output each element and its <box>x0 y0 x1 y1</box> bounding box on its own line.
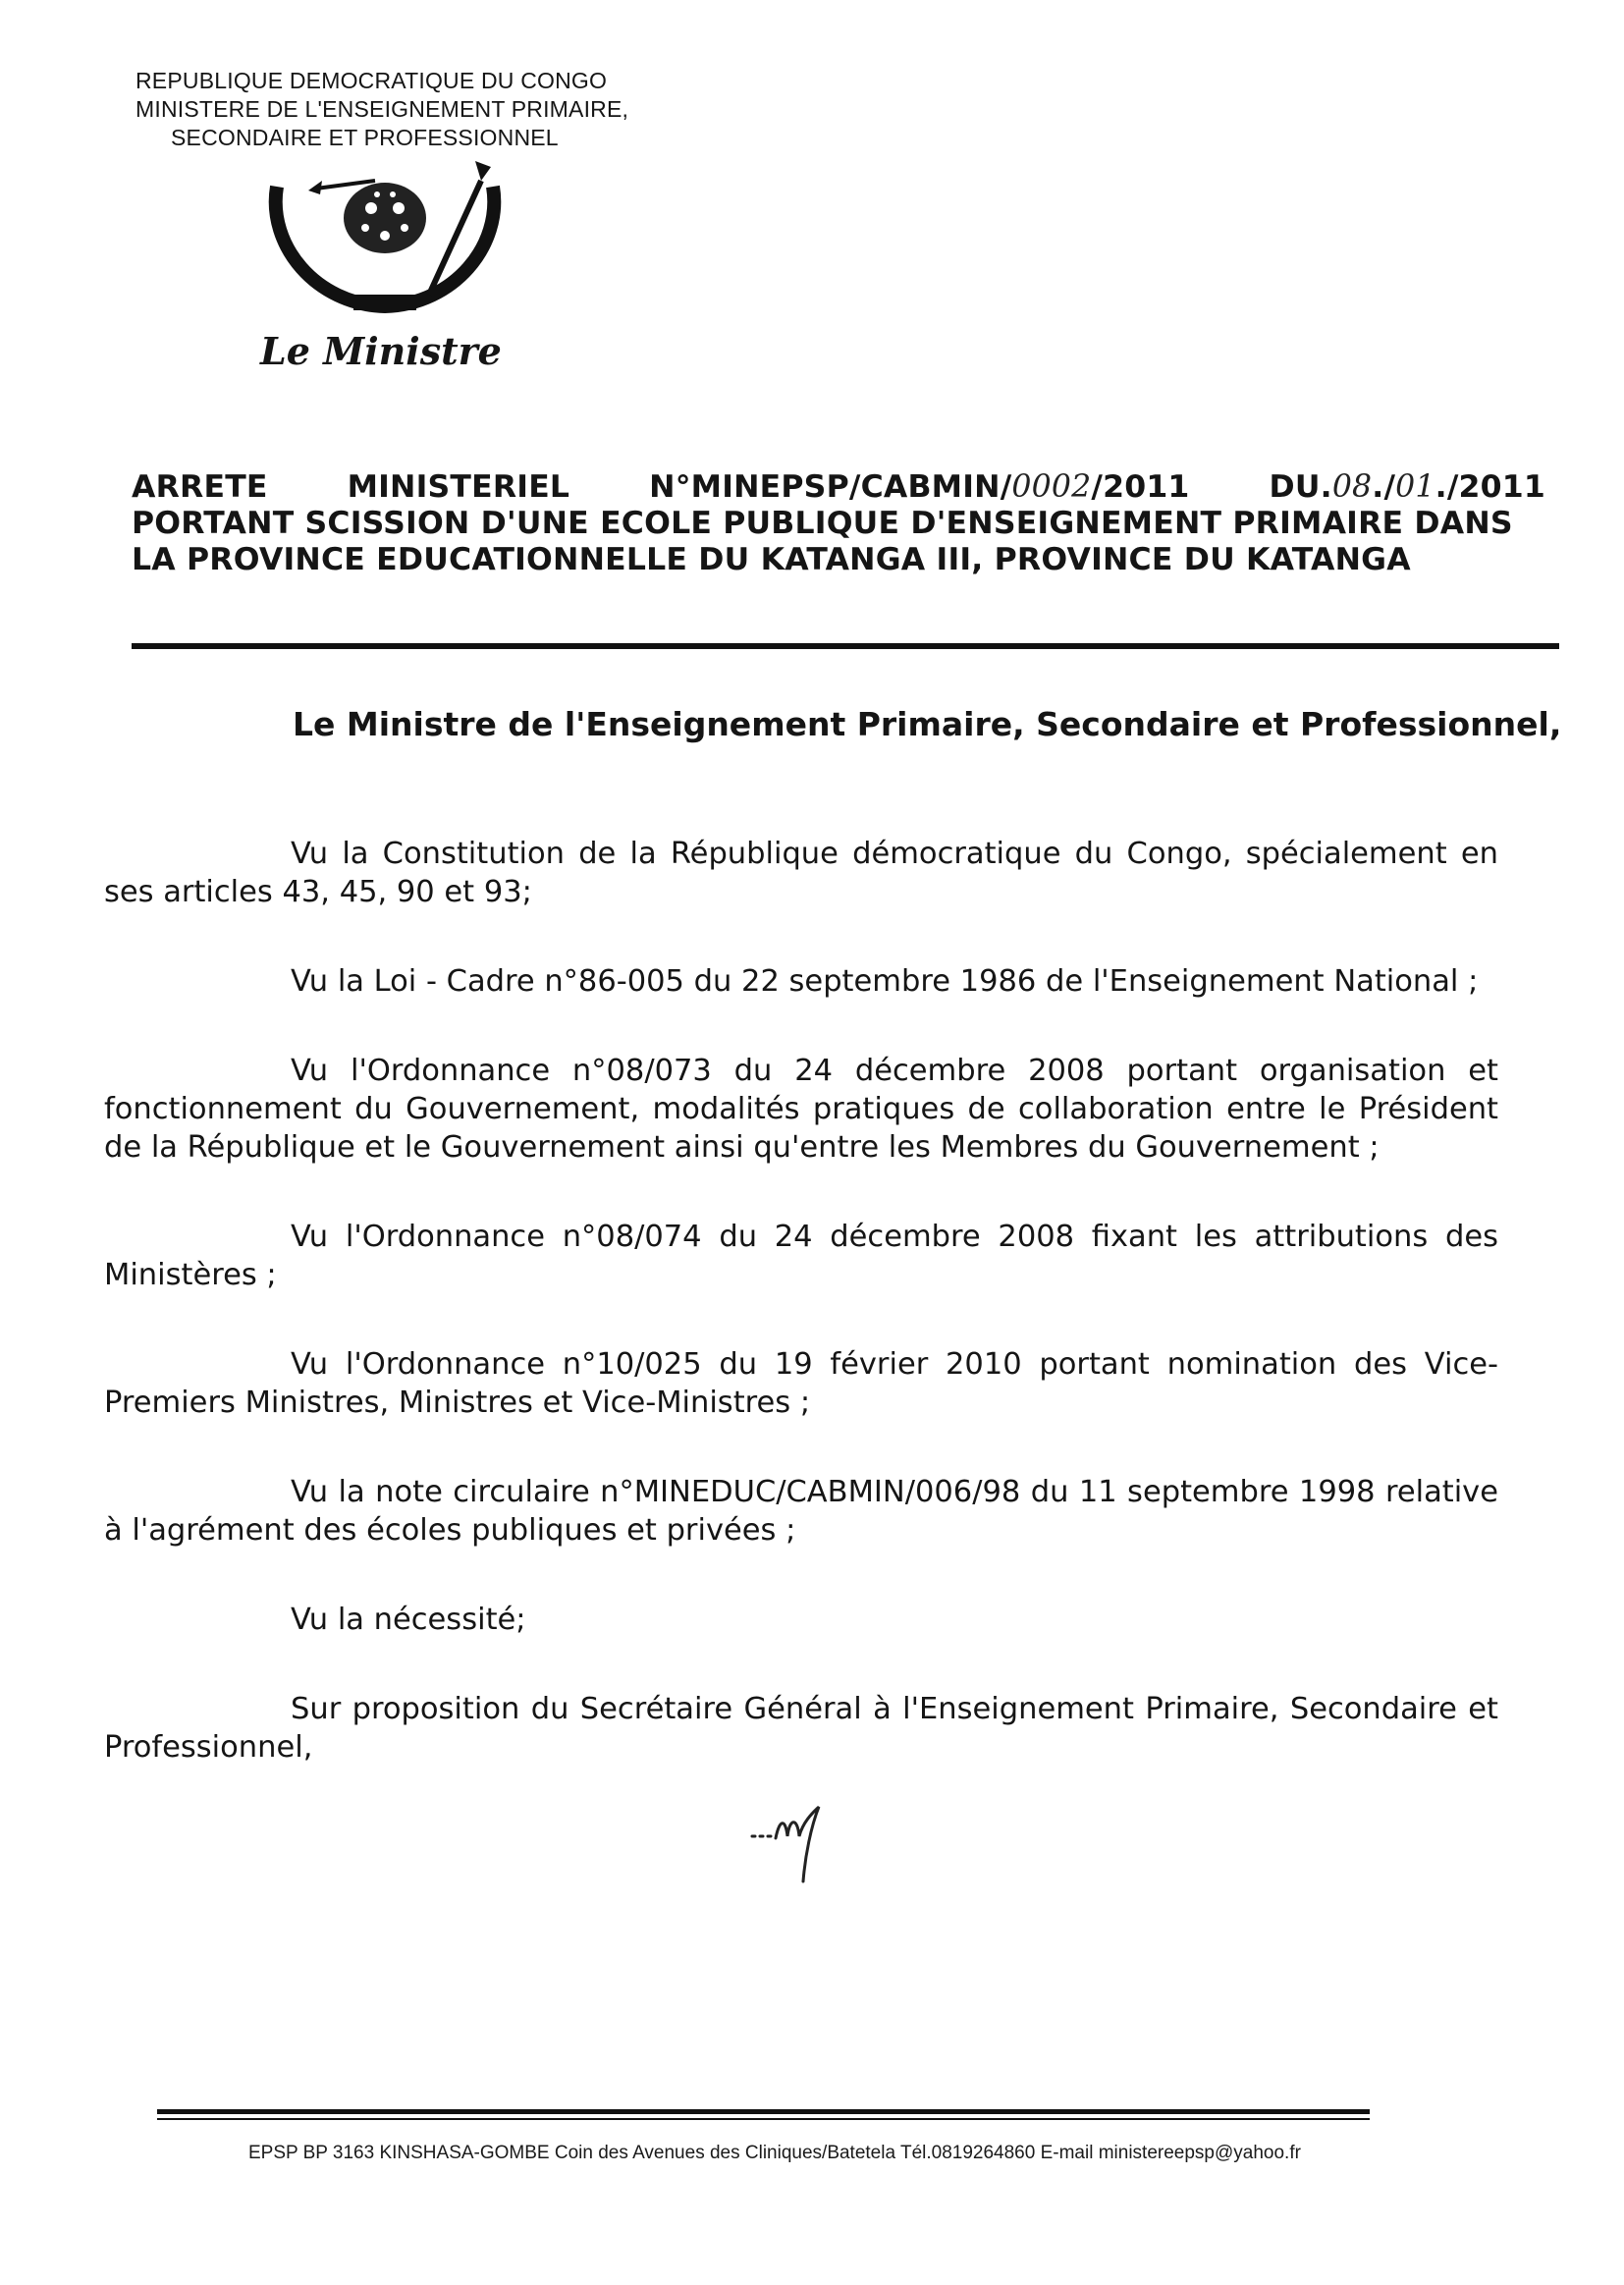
preamble-paragraph <box>104 962 1498 1001</box>
footer-rule-thin <box>157 2118 1370 2120</box>
decree-subject-line-1: PORTANT SCISSION D'UNE ECOLE PUBLIQUE D'ENSEIGNEMENT PRIMAIRE DANS <box>132 506 1513 541</box>
preamble-paragraph <box>104 1218 1498 1294</box>
decree-ref-prefix: N°MINEPSP/CABMIN/ <box>649 469 1012 505</box>
preamble-text: Sur proposition du Secrétaire Général à l'Enseignement Primaire, Secondaire et Professionnel, <box>104 1692 1498 1765</box>
decree-ref-year: /2011 <box>1091 469 1190 505</box>
preamble-text: Vu la note circulaire n°MINEDUC/CABMIN/006/98 du 11 septembre 1998 relative à l'agrément des écoles publiques et privées ; <box>104 1475 1498 1548</box>
letterhead-country: REPUBLIQUE DEMOCRATIQUE DU CONGO <box>135 68 608 93</box>
preamble-text: Vu la nécessité; <box>291 1603 526 1637</box>
footer-rule <box>157 2109 1370 2114</box>
preamble <box>104 835 1498 1818</box>
decree-subject-line-2: LA PROVINCE EDUCATIONNELLE DU KATANGA III, PROVINCE DU KATANGA <box>132 542 1411 577</box>
decree-date-prefix: DU. <box>1269 469 1332 505</box>
preamble-paragraph <box>104 1601 1498 1639</box>
letterhead-ministry-cont: SECONDAIRE ET PROFESSIONNEL <box>171 125 559 150</box>
handwritten-initials-icon <box>746 1797 825 1885</box>
preamble-text: Vu l'Ordonnance n°08/073 du 24 décembre 2008 portant organisation et fonctionnement du Gouvernement, modalités pratiques de collaboration entre le Président de la République et le Gouvernement ainsi qu'entre les Membres du Gouvernement ; <box>104 1054 1498 1165</box>
decree-title <box>132 469 1545 578</box>
title-word-arrete: ARRETE <box>132 469 268 505</box>
preamble-paragraph <box>104 1345 1498 1422</box>
letterhead-ministry: MINISTERE DE L'ENSEIGNEMENT PRIMAIRE, <box>135 96 629 122</box>
preamble-text: Vu la Loi - Cadre n°86-005 du 22 septembre 1986 de l'Enseignement National ; <box>291 964 1479 999</box>
decree-date-year: ./2011 <box>1435 469 1545 505</box>
decree-ref-line <box>132 469 1545 506</box>
preamble-text: Vu la Constitution de la République démocratique du Congo, spécialement en ses articles 43, 45, 90 et 93; <box>104 837 1498 909</box>
decree-number <box>649 469 1189 506</box>
issuing-authority: Le Ministre de l'Enseignement Primaire, Secondaire et Professionnel, <box>293 705 1562 743</box>
preamble-paragraph <box>104 835 1498 911</box>
preamble-paragraph <box>104 1473 1498 1550</box>
preamble-text: Vu l'Ordonnance n°08/074 du 24 décembre 2008 fixant les attributions des Ministères ; <box>104 1220 1498 1292</box>
decree-date <box>1270 469 1545 506</box>
letterhead <box>135 67 628 152</box>
handwritten-number: 0002 <box>1011 469 1092 505</box>
handwritten-day: 08 <box>1331 469 1373 505</box>
signature-title: Le Ministre <box>260 329 502 373</box>
footer-address: EPSP BP 3163 KINSHASA-GOMBE Coin des Avenues des Cliniques/Batetela Tél.0819264860 E-mail ministereepsp@yahoo.fr <box>248 2143 1301 2163</box>
title-word-ministeriel: MINISTERIEL <box>347 469 570 505</box>
preamble-paragraph <box>104 1690 1498 1767</box>
preamble-text: Vu l'Ordonnance n°10/025 du 19 février 2010 portant nomination des Vice-Premiers Ministres, Ministres et Vice-Ministres ; <box>104 1347 1498 1420</box>
preamble-paragraph <box>104 1052 1498 1167</box>
coat-of-arms-icon <box>257 157 513 324</box>
handwritten-month: 01 <box>1395 469 1435 505</box>
decree-date-sep: ./ <box>1372 469 1396 505</box>
title-divider <box>132 643 1559 649</box>
